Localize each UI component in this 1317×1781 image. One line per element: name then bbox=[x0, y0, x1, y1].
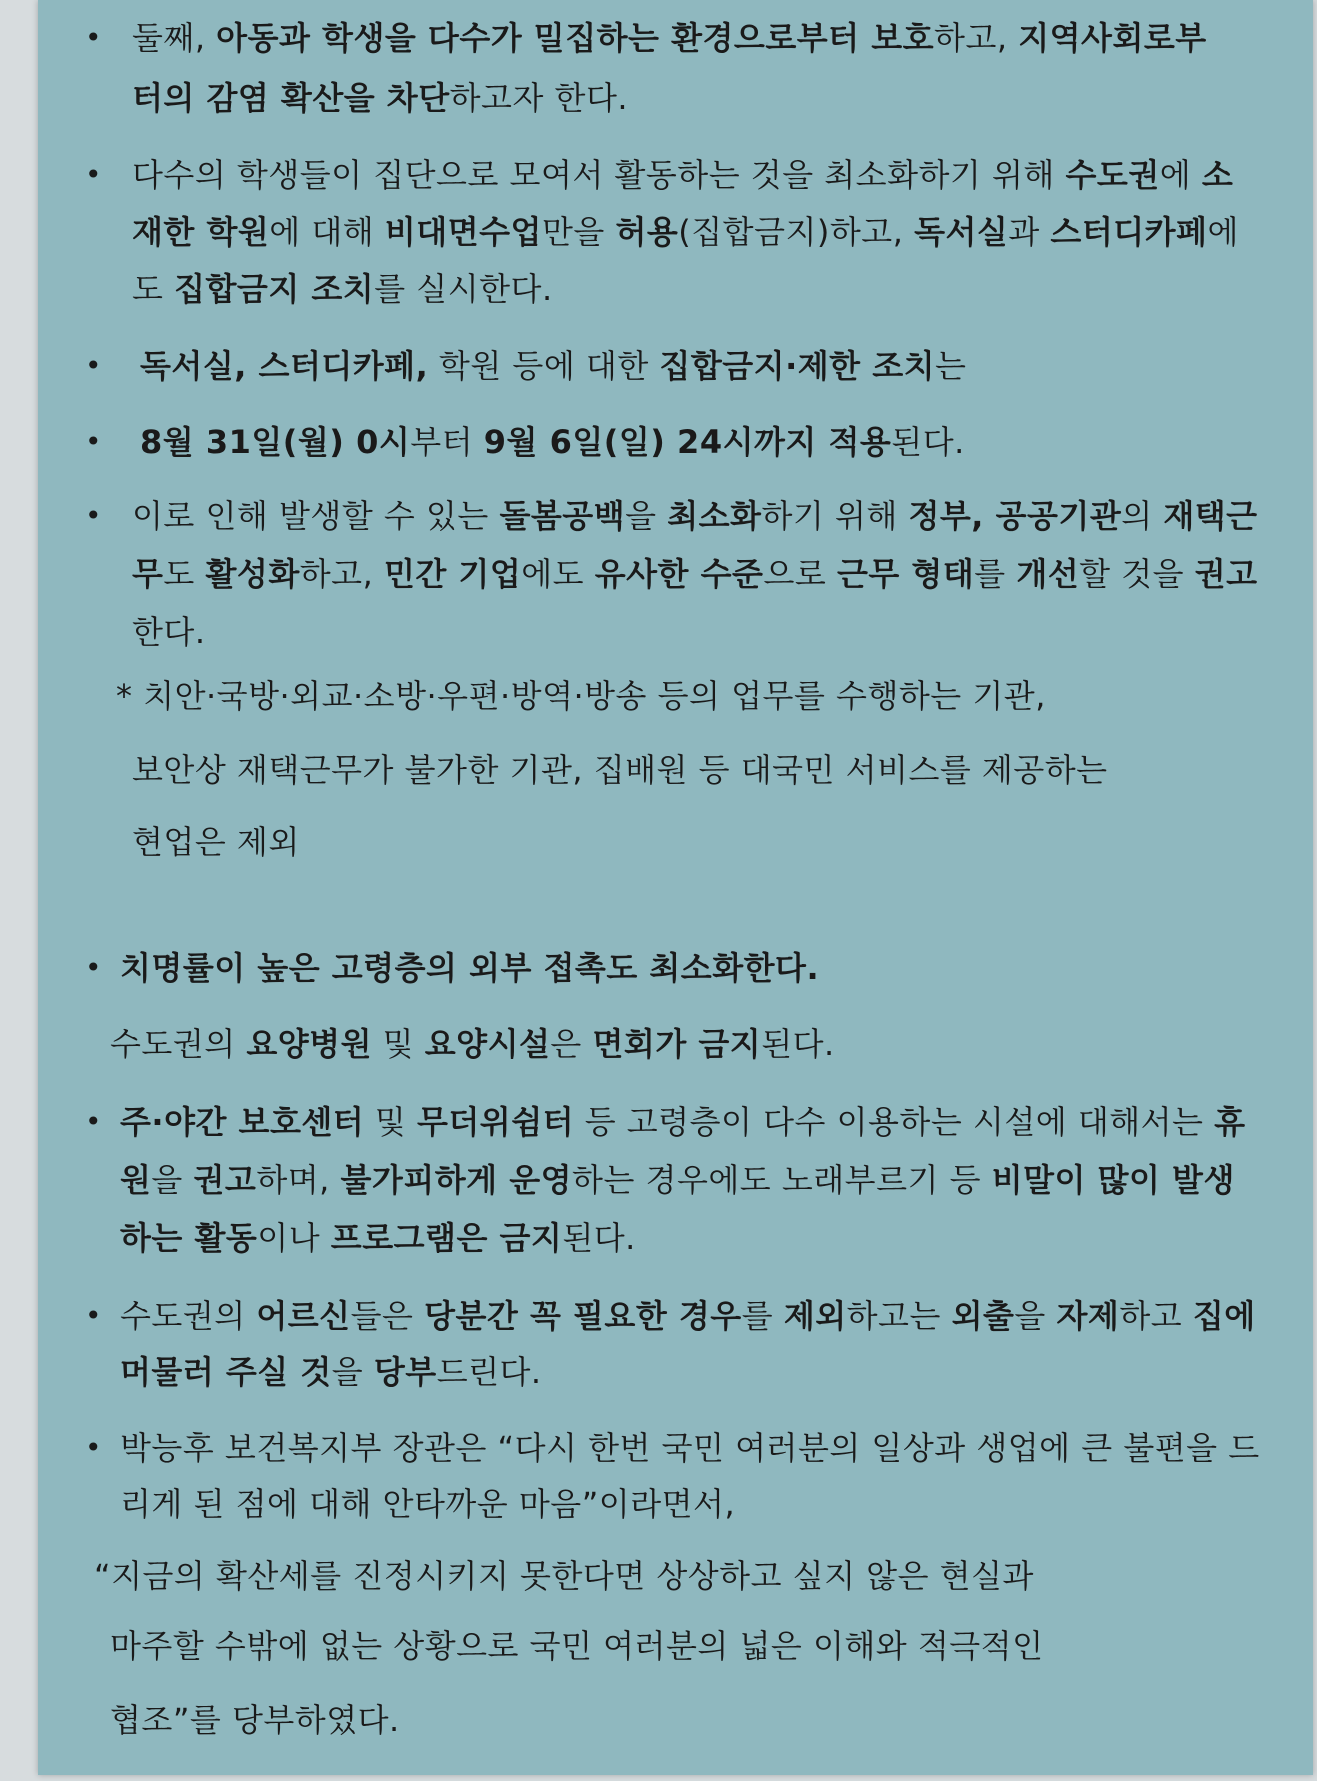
bold-text-run: 제외 bbox=[783, 1297, 847, 1335]
text-run: 된다. bbox=[891, 423, 965, 461]
bold-text-run: 근무 형태 bbox=[836, 555, 975, 593]
text-run: 를 실시한다. bbox=[374, 270, 553, 308]
paragraph-p2-line-1 bbox=[132, 212, 1239, 252]
bold-text-run: 소 bbox=[1201, 156, 1234, 194]
bold-text-run: 권고 bbox=[1194, 555, 1258, 593]
bold-text-run: 개선 bbox=[1016, 555, 1080, 593]
text-run: 등 고령층이 다수 이용하는 시설에 대해서는 bbox=[574, 1103, 1215, 1141]
text-run: 수도권의 bbox=[120, 1297, 257, 1335]
paragraph-p9-line-0 bbox=[120, 1296, 1256, 1336]
text-run: 부터 bbox=[410, 423, 484, 461]
text-run: 하고, bbox=[299, 555, 384, 593]
bold-text-run: 재한 학원 bbox=[132, 213, 270, 251]
bold-text-run: 민간 기업 bbox=[383, 555, 522, 593]
paragraph-p2-line-0 bbox=[132, 155, 1233, 195]
paragraph-p5-line-2 bbox=[132, 612, 206, 652]
bullet-marker: • bbox=[85, 1105, 102, 1138]
bold-text-run: 요양시설 bbox=[424, 1025, 551, 1063]
text-run: 보안상 재택근무가 불가한 기관, 집배원 등 대국민 서비스를 제공하는 bbox=[132, 751, 1108, 789]
paragraph-p10-line-1 bbox=[120, 1484, 735, 1524]
document-panel bbox=[38, 0, 1313, 1775]
text-run: 학원 등에 대한 bbox=[428, 347, 660, 385]
bold-text-run: 비말이 많이 발생 bbox=[991, 1161, 1235, 1199]
text-run: 만을 bbox=[541, 213, 616, 251]
text-run: 들은 bbox=[350, 1297, 425, 1335]
bold-text-run: 정부, 공공기관 bbox=[908, 497, 1122, 535]
text-run: 리게 된 점에 대해 안타까운 마음”이라면서, bbox=[120, 1485, 736, 1523]
text-run: 은 bbox=[550, 1025, 593, 1063]
bold-text-run: 당분간 꼭 필요한 경우 bbox=[424, 1297, 742, 1335]
bullet-marker: • bbox=[85, 499, 102, 532]
bullet-marker: • bbox=[85, 1299, 102, 1332]
bullet-marker: • bbox=[85, 951, 102, 984]
paragraph-p7-line-0 bbox=[110, 1024, 835, 1064]
paragraph-n2-line-0 bbox=[132, 750, 1108, 790]
text-run: 을 bbox=[625, 497, 668, 535]
bold-text-run: 머물러 주실 것 bbox=[120, 1353, 332, 1391]
text-run: 둘째, bbox=[132, 19, 217, 57]
bold-text-run: 집합금지 조치 bbox=[174, 270, 375, 308]
text-run: 과 bbox=[1008, 213, 1051, 251]
text-run: 협조”를 당부하였다. bbox=[110, 1701, 400, 1739]
paragraph-p4-line-0 bbox=[140, 422, 965, 462]
text-run: 현업은 제외 bbox=[132, 823, 300, 861]
text-run: 을 bbox=[331, 1353, 374, 1391]
bold-text-run: 무더위쉼터 bbox=[416, 1103, 575, 1141]
paragraph-p8-line-0 bbox=[120, 1102, 1246, 1142]
bullet-marker: • bbox=[85, 1431, 102, 1464]
text-run: 및 bbox=[364, 1103, 417, 1141]
text-run: 이나 bbox=[257, 1219, 331, 1257]
paragraph-n3-line-0 bbox=[132, 822, 300, 862]
bold-text-run: 집에 bbox=[1192, 1297, 1256, 1335]
bold-text-run: 활성화 bbox=[205, 555, 300, 593]
paragraph-p9-line-1 bbox=[120, 1352, 542, 1392]
bold-text-run: 허용 bbox=[615, 213, 679, 251]
text-run: 을 bbox=[1014, 1297, 1057, 1335]
text-run: 한다. bbox=[132, 613, 206, 651]
text-run: 하고는 bbox=[846, 1297, 952, 1335]
bold-text-run: 자제 bbox=[1056, 1297, 1120, 1335]
bold-text-run: 치명률이 높은 고령층의 외부 접촉도 최소화한다. bbox=[120, 949, 820, 987]
text-run: 및 bbox=[371, 1025, 425, 1063]
bold-text-run: 8월 31일(월) 0시 bbox=[140, 423, 411, 461]
bold-text-run: 수도권 bbox=[1065, 156, 1160, 194]
bold-text-run: 9월 6일(일) 24시까지 적용 bbox=[483, 423, 892, 461]
text-run: 에도 bbox=[521, 555, 595, 593]
bold-text-run: 지역사회로부 bbox=[1018, 19, 1207, 57]
paragraph-p8-line-2 bbox=[120, 1218, 636, 1258]
paragraph-p1-line-0 bbox=[132, 18, 1207, 58]
bold-text-run: 휴 bbox=[1214, 1103, 1246, 1141]
bold-text-run: 면회가 금지 bbox=[592, 1025, 762, 1063]
bold-text-run: 요양병원 bbox=[246, 1025, 372, 1063]
text-run: 수도권의 bbox=[110, 1025, 247, 1063]
text-run: 도 bbox=[163, 555, 206, 593]
text-run: 박능후 보건복지부 장관은 “다시 한번 국민 여러분의 일상과 생업에 큰 불편을 드 bbox=[120, 1429, 1260, 1467]
paragraph-p10-line-0 bbox=[120, 1428, 1260, 1468]
text-run: 된다. bbox=[761, 1025, 835, 1063]
text-run: 이로 인해 발생할 수 있는 bbox=[132, 497, 500, 535]
paragraph-n1-line-0 bbox=[116, 676, 1046, 716]
text-run: 하기 위해 bbox=[761, 497, 909, 535]
bold-text-run: 재택근 bbox=[1163, 497, 1258, 535]
bold-text-run: 외출 bbox=[951, 1297, 1015, 1335]
text-run: 마주할 수밖에 없는 상황으로 국민 여러분의 넓은 이해와 적극적인 bbox=[110, 1627, 1044, 1665]
paragraph-p5-line-0 bbox=[132, 496, 1258, 536]
bullet-marker: • bbox=[85, 425, 102, 458]
text-run: 을 bbox=[151, 1161, 194, 1199]
bold-text-run: 터의 감염 확산을 차단 bbox=[132, 79, 450, 117]
text-run: 에 bbox=[1207, 213, 1239, 251]
text-run: 에 bbox=[1159, 156, 1202, 194]
paragraph-p2-line-2 bbox=[132, 269, 553, 309]
bold-text-run: 집합금지·제한 조치 bbox=[659, 347, 936, 385]
bold-text-run: 스터디카페 bbox=[1050, 213, 1208, 251]
text-run: 으로 bbox=[763, 555, 837, 593]
bold-text-run: 독서실, 스터디카페, bbox=[140, 347, 429, 385]
text-run: 를 bbox=[741, 1297, 784, 1335]
bold-text-run: 프로그램은 금지 bbox=[330, 1219, 563, 1257]
text-run: 다수의 학생들이 집단으로 모여서 활동하는 것을 최소화하기 위해 bbox=[132, 156, 1066, 194]
bold-text-run: 돌봄공백 bbox=[499, 497, 626, 535]
bold-text-run: 하는 활동 bbox=[120, 1219, 258, 1257]
bold-text-run: 무 bbox=[132, 555, 164, 593]
bold-text-run: 최소화 bbox=[667, 497, 762, 535]
bold-text-run: 불가피하게 운영 bbox=[340, 1161, 573, 1199]
text-run: 하고 bbox=[1119, 1297, 1193, 1335]
text-run: 하고자 한다. bbox=[449, 79, 629, 117]
bold-text-run: 유사한 수준 bbox=[594, 555, 764, 593]
text-run: 하는 경우에도 노래부르기 등 bbox=[572, 1161, 992, 1199]
text-run: * 치안·국방·외교·소방·우편·방역·방송 등의 업무를 수행하는 기관, bbox=[116, 677, 1046, 715]
bullet-marker: • bbox=[85, 21, 102, 54]
text-run: 에 대해 bbox=[269, 213, 385, 251]
text-run: 할 것을 bbox=[1079, 555, 1195, 593]
text-run: 된다. bbox=[562, 1219, 636, 1257]
bold-text-run: 아동과 학생을 다수가 밀집하는 환경으로부터 보호 bbox=[216, 19, 935, 57]
paragraph-q2-line-0 bbox=[110, 1626, 1044, 1666]
text-run: 는 bbox=[935, 347, 967, 385]
text-run: “지금의 확산세를 진정시키지 못한다면 상상하고 싶지 않은 현실과 bbox=[94, 1557, 1034, 1595]
paragraph-q1-line-0 bbox=[94, 1556, 1034, 1596]
text-run: 하고, bbox=[934, 19, 1019, 57]
bullet-marker: • bbox=[85, 349, 102, 382]
bold-text-run: 어르신 bbox=[256, 1297, 351, 1335]
bold-text-run: 비대면수업 bbox=[384, 213, 542, 251]
text-run: 를 bbox=[974, 555, 1017, 593]
paragraph-q3-line-0 bbox=[110, 1700, 400, 1740]
text-run: (집합금지)하고, bbox=[678, 213, 915, 251]
bold-text-run: 당부 bbox=[373, 1353, 437, 1391]
paragraph-p5-line-1 bbox=[132, 554, 1258, 594]
bold-text-run: 원 bbox=[120, 1161, 152, 1199]
bold-text-run: 권고 bbox=[193, 1161, 257, 1199]
bold-text-run: 주·야간 보호센터 bbox=[120, 1103, 365, 1141]
paragraph-p3-line-0 bbox=[140, 346, 966, 386]
text-run: 도 bbox=[132, 270, 175, 308]
text-run: 의 bbox=[1121, 497, 1164, 535]
bold-text-run: 독서실 bbox=[914, 213, 1009, 251]
bullet-marker: • bbox=[85, 158, 102, 191]
text-run: 하며, bbox=[256, 1161, 341, 1199]
text-run: 드린다. bbox=[436, 1353, 542, 1391]
paragraph-p6-line-0 bbox=[120, 948, 819, 988]
paragraph-p8-line-1 bbox=[120, 1160, 1235, 1200]
paragraph-p1-line-1 bbox=[132, 78, 628, 118]
